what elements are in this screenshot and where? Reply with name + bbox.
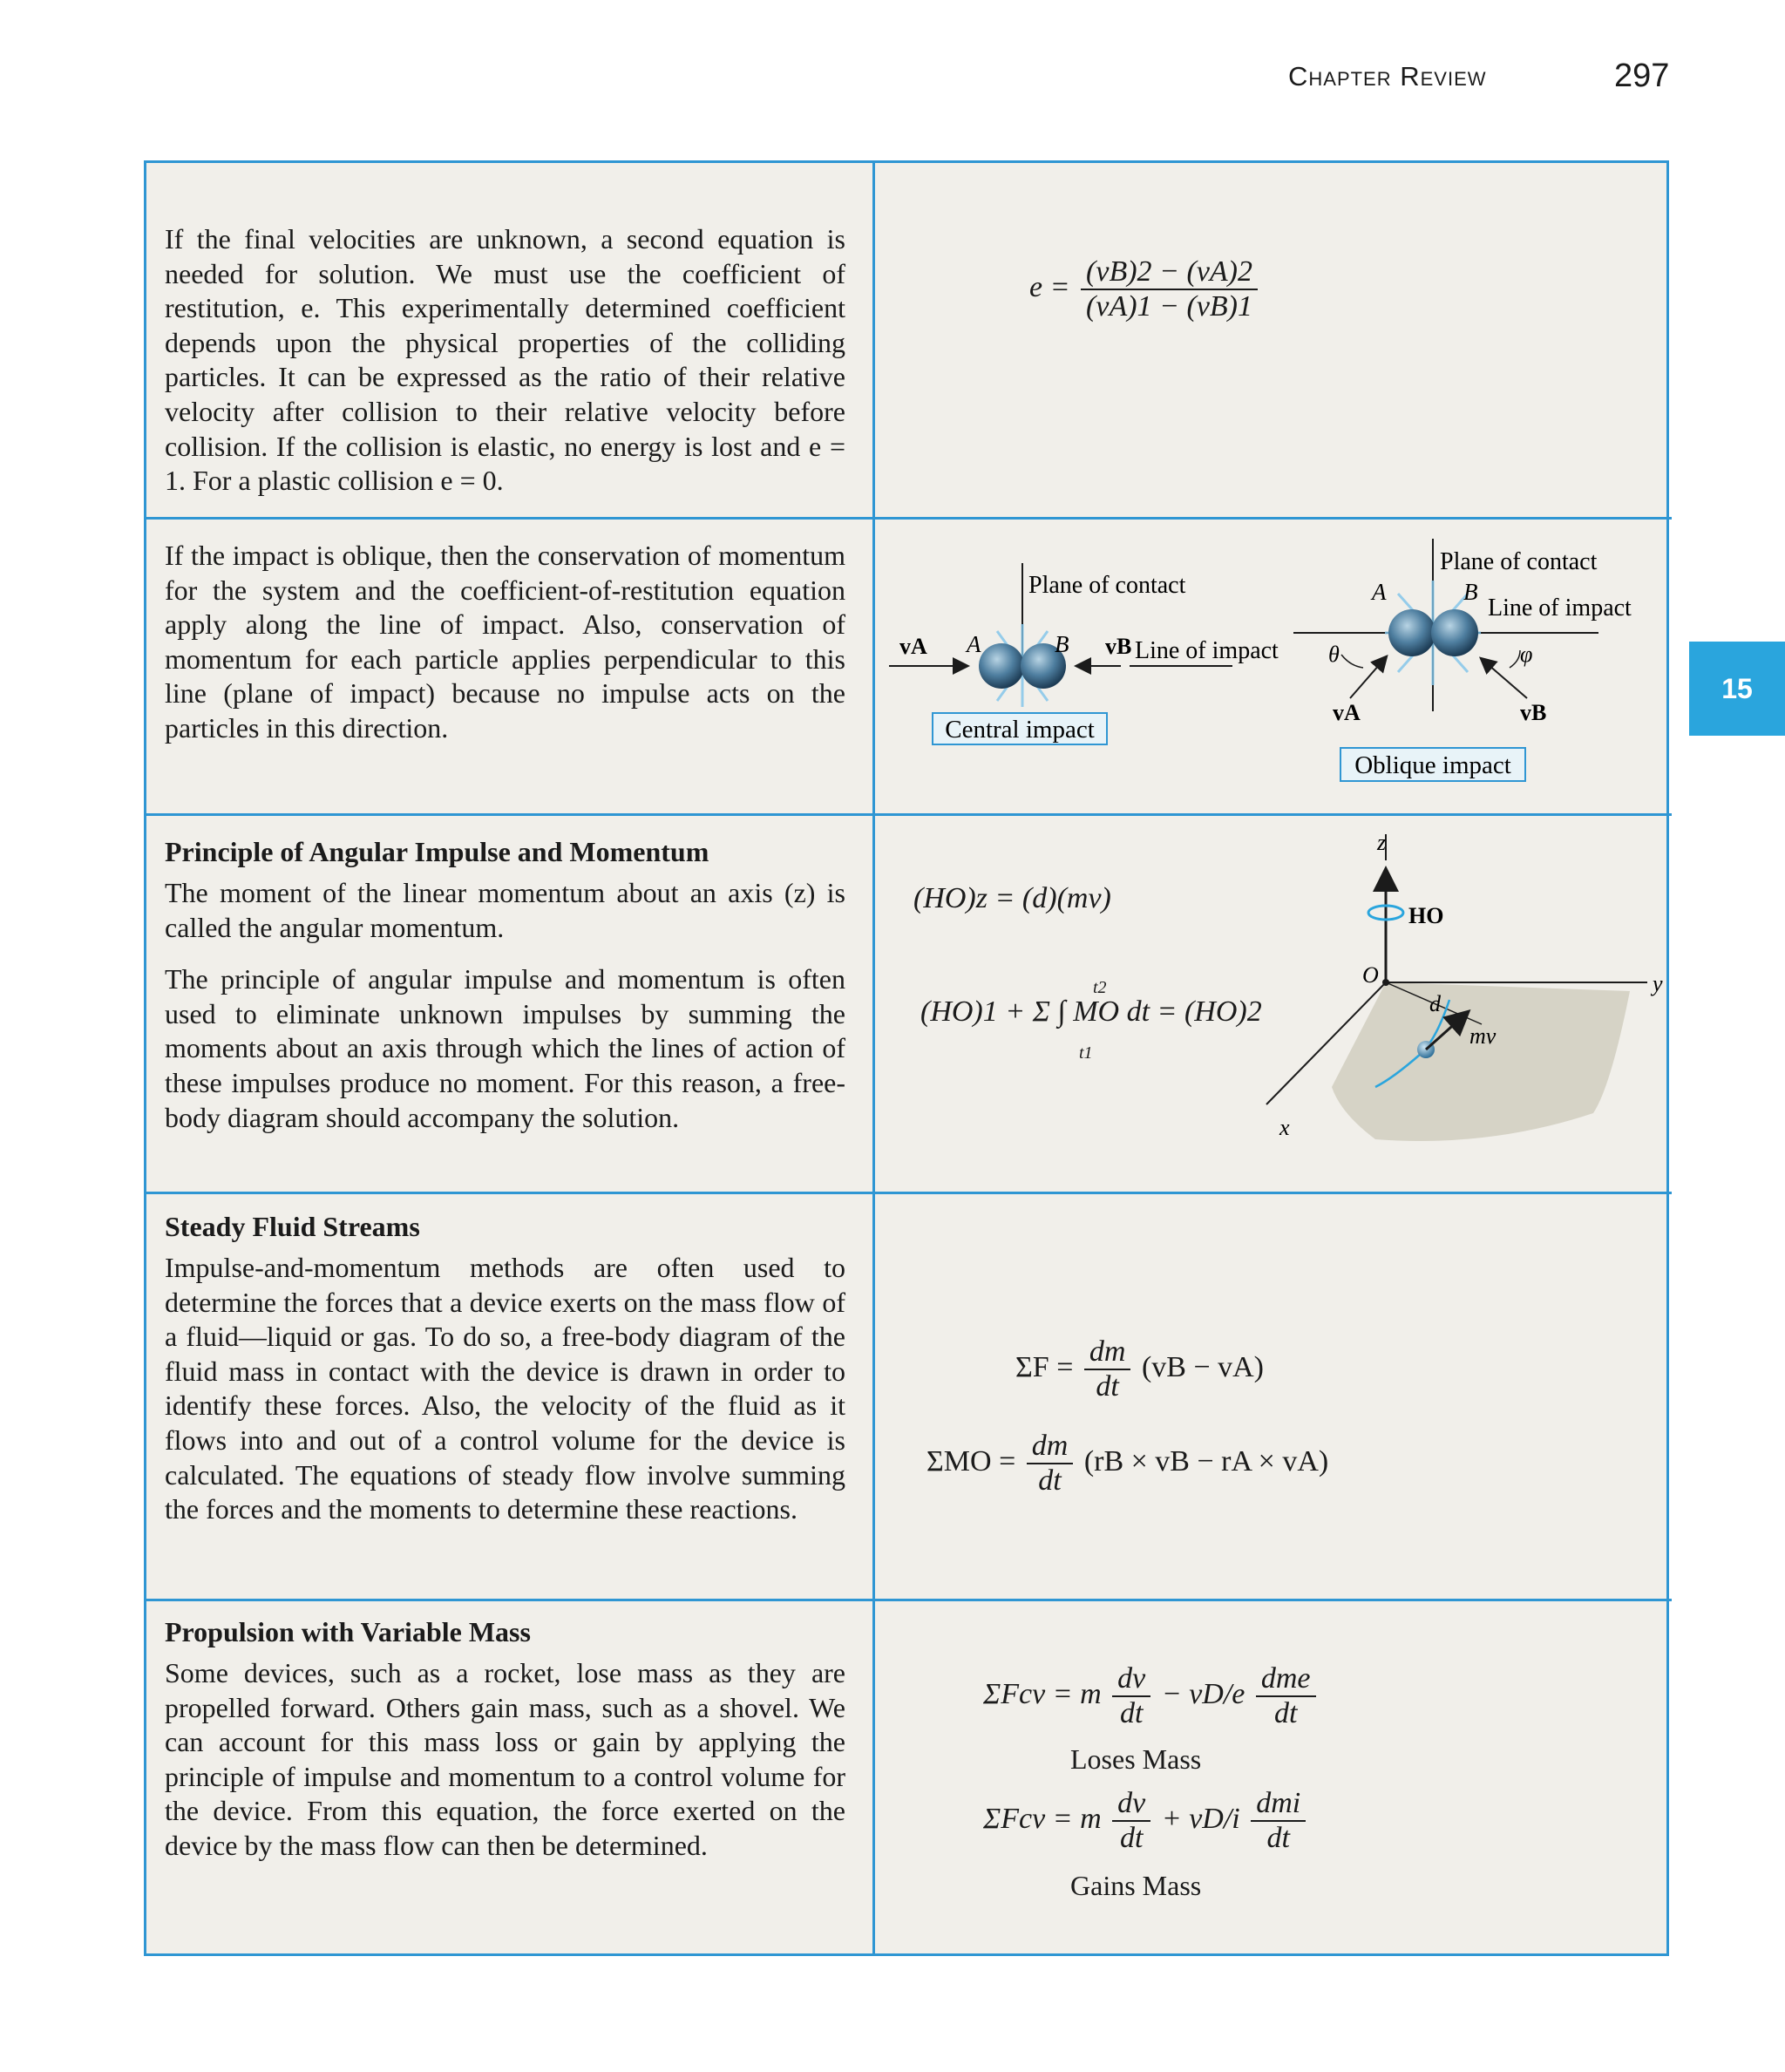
restitution-equation	[1029, 255, 1261, 323]
label-a: A	[1372, 579, 1387, 605]
oblique-caption: Oblique impact	[1354, 751, 1511, 779]
row-divider	[146, 1599, 1672, 1601]
force-equation	[1015, 1335, 1264, 1403]
equation-numerator: (vB)2 − (vA)2	[1081, 255, 1258, 290]
central-caption: Central impact	[945, 716, 1095, 744]
ball-a	[1388, 609, 1435, 656]
angular-impulse-equation: (HO)1 + Σ ∫ MO dt = (HO)2	[920, 995, 1262, 1028]
running-head-title: Chapter Review	[1288, 61, 1487, 92]
central-line-label: Line of impact	[1135, 637, 1279, 664]
integral-upper-limit: t2	[1093, 978, 1107, 997]
equation-lhs: ΣF =	[1015, 1350, 1074, 1383]
central-impact-diagram	[889, 563, 1279, 744]
d-label: d	[1429, 991, 1441, 1016]
equation-rhs: (vB − vA)	[1141, 1350, 1264, 1383]
angular-momentum-diagram	[1227, 825, 1667, 1183]
angular-impulse-text: The principle of angular impulse and momentum is often used to eliminate unknown impulses by summing the moments about an axis through which the lines of action of these impulses produce no moment. For this reason, a free-body diagram should accompany the solution.	[165, 963, 845, 1133]
label-a: A	[967, 631, 981, 657]
moment-equation	[926, 1430, 1328, 1498]
section-heading: Principle of Angular Impulse and Momentum	[165, 836, 709, 867]
va-label: vA	[899, 634, 927, 659]
equation-rhs: (rB × vB − rA × vA)	[1083, 1444, 1329, 1478]
equation-lhs: e =	[1029, 270, 1070, 303]
label-b: B	[1463, 579, 1478, 605]
vb-label: vB	[1105, 634, 1132, 659]
variable-mass-section	[165, 1614, 845, 1864]
section-heading: Propulsion with Variable Mass	[165, 1616, 531, 1647]
phi-label: φ	[1520, 642, 1533, 667]
steady-fluid-text: Impulse-and-momentum methods are often used to determine the forces that a device exerts on the mass flow of a fluid—liquid or gas. To do so, a free-body diagram of the fluid mass in contact with the device is drawn in order to identify these forces. Also, the velocity of the fluid as it flows into and out of a control volume for the device is calculated. The equations of steady flow involve summing the forces and the moments to determine these reactions.	[165, 1252, 845, 1525]
ball-a	[979, 643, 1024, 689]
shaded-plane	[1332, 982, 1630, 1141]
column-divider	[872, 163, 875, 1953]
ball-b	[1431, 609, 1478, 656]
row-divider	[146, 1192, 1672, 1194]
va-label: vA	[1333, 700, 1361, 725]
oblique-line-label: Line of impact	[1488, 594, 1632, 622]
oblique-impact-diagram	[1293, 539, 1632, 781]
label-b: B	[1055, 631, 1069, 657]
central-plane-label: Plane of contact	[1028, 572, 1186, 599]
equation-fraction	[1081, 255, 1258, 323]
angular-momentum-definition: The moment of the linear momentum about an axis (z) is called the angular momentum.	[165, 877, 845, 943]
variable-mass-text: Some devices, such as a rocket, lose mass as they are propelled forward. Others gain mass, such as a shovel. We can account for this mass loss or gain by applying the principle of impulse and momentum to a control volume for the device. From this equation, the force exerted on the device by the mass flow can then be determined.	[165, 1657, 845, 1861]
oblique-plane-label: Plane of contact	[1440, 548, 1598, 575]
o-label: O	[1362, 962, 1379, 988]
loses-mass-caption: Loses Mass	[1070, 1743, 1202, 1775]
equation-denominator: (vA)1 − (vB)1	[1086, 290, 1252, 323]
loses-mass-equation: ΣFcv = m $\frac{dv}{dt}$ − vD/e $\frac{\text{dme}}{dt}$	[983, 1662, 1320, 1730]
theta-label: θ	[1328, 642, 1340, 667]
oblique-impact-text: If the impact is oblique, then the conservation of momentum for the system and the coefficient-of-restitution equation apply along the line of impact. Also, conservation of momentum for each particle applies perpendicular to this line (plane of impact) because no impulse acts on the particles in this direction.	[165, 540, 845, 744]
vb-label: vB	[1520, 700, 1547, 725]
gains-mass-caption: Gains Mass	[1070, 1870, 1202, 1901]
impact-diagrams	[875, 520, 1668, 812]
va-arrow	[1350, 657, 1386, 698]
mv-label: mv	[1469, 1023, 1497, 1049]
review-table	[144, 160, 1669, 1956]
row-divider	[146, 813, 1672, 816]
equation-fraction: $\frac{dm}{dt}$	[1027, 1430, 1074, 1498]
chapter-tab: 15	[1689, 642, 1785, 736]
ho-label: HO	[1408, 903, 1444, 928]
z-label: z	[1377, 830, 1387, 855]
integral-lower-limit: t1	[1079, 1043, 1093, 1063]
gains-mass-equation: ΣFcv = m $\frac{dv}{dt}$ + vD/i $\frac{\text{dmi}}{dt}$	[983, 1787, 1309, 1855]
x-label: x	[1279, 1115, 1290, 1140]
angular-momentum-equation: (HO)z = (d)(mv)	[913, 882, 1111, 914]
y-label: y	[1653, 971, 1663, 996]
page-number: 297	[1614, 58, 1670, 94]
equation-lhs: ΣMO =	[926, 1444, 1016, 1478]
section-heading: Steady Fluid Streams	[165, 1211, 420, 1242]
steady-fluid-section	[165, 1209, 845, 1527]
angular-momentum-section	[165, 834, 845, 1135]
equation-fraction: $\frac{dm}{dt}$	[1084, 1335, 1131, 1403]
restitution-text: If the final velocities are unknown, a second equation is needed for solution. We must use the coefficient of restitution, e. This experimentally determined coefficient depends upon the physical properties of the colliding particles. It can be expressed as the ratio of their relative velocity after collision to their relative velocity before collision. If the collision is elastic, no energy is lost and e = 1. For a plastic collision e = 0.	[165, 223, 845, 497]
